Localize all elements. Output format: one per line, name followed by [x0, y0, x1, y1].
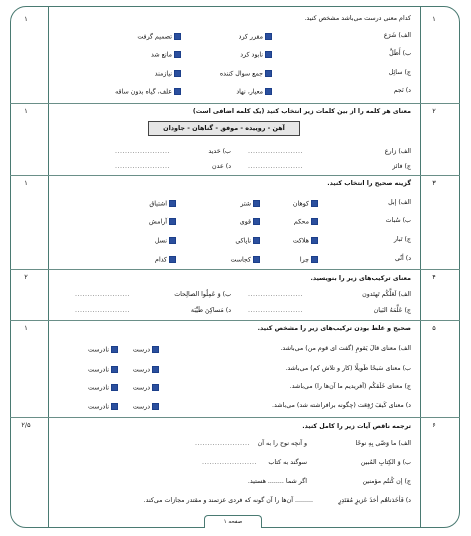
checkbox-icon: [152, 366, 159, 373]
option[interactable]: کدام: [155, 256, 176, 264]
score-column-divider: [48, 6, 49, 528]
option[interactable]: کوهان: [293, 200, 318, 208]
item-label: ب) وَ الکِتابِ المُبین: [360, 459, 411, 466]
question-number: ۴: [432, 273, 436, 281]
question-score: ۱: [24, 107, 28, 115]
question-title: معنای ترکیب‌های زیر را بنویسید.: [310, 275, 411, 282]
partial-translation: سوگند به کتاب: [268, 459, 307, 466]
item-label: ج) إن کُنتُم مؤمنین: [362, 478, 411, 485]
option[interactable]: کجاست: [231, 256, 260, 264]
item-label: د) مَساکِنَ طَیِّبَة: [190, 307, 231, 314]
answer-blank[interactable]: ......................: [75, 307, 131, 314]
option[interactable]: معیار، نهاد: [236, 88, 272, 96]
row-label: د) نَجم: [393, 87, 411, 94]
option-wrong[interactable]: نادرست: [88, 403, 118, 411]
partial-translation: و آنچه نوح را به آن: [257, 440, 307, 447]
page-number: صفحه ۱: [204, 515, 262, 528]
answer-blank[interactable]: ......................: [248, 163, 304, 170]
checkbox-icon: [265, 88, 272, 95]
statement: الف) معنای قالَ یَقومِ (گفت ای قوم من) می‌باشد.: [280, 345, 411, 352]
checkbox-icon: [152, 384, 159, 391]
checkbox-icon: [265, 51, 272, 58]
option[interactable]: نابود کرد: [240, 51, 272, 59]
question-score: ۱: [24, 179, 28, 187]
statement: د) معنای کَیفَ رُفِعَت (چگونه برافراشته شد) می‌باشد.: [271, 402, 411, 409]
answer-blank[interactable]: ......................: [248, 148, 304, 155]
item-label: ج) فائز: [392, 163, 411, 170]
question-title: معنای هر کلمه را از بین کلمات زیر انتخاب کنید (یک کلمه اضافی است): [192, 108, 411, 115]
answer-blank[interactable]: ......................: [115, 148, 171, 155]
option-correct[interactable]: درست: [133, 366, 159, 374]
answer-blank[interactable]: ......................: [195, 440, 251, 447]
option-correct[interactable]: درست: [133, 384, 159, 392]
checkbox-icon: [152, 403, 159, 410]
row-label: ج) سائِل: [388, 69, 411, 76]
checkbox-icon: [111, 366, 118, 373]
question-score: ۲: [24, 273, 28, 281]
item-label: الف) زارع: [384, 148, 411, 155]
option[interactable]: چرا: [300, 256, 318, 264]
checkbox-icon: [111, 403, 118, 410]
checkbox-icon: [169, 237, 176, 244]
checkbox-icon: [311, 200, 318, 207]
checkbox-icon: [253, 237, 260, 244]
answer-blank[interactable]: ......................: [202, 459, 258, 466]
statement: ب) معنای سَبحًا طَویلًا (کار و تلاش کم) می‌باشد.: [285, 365, 411, 372]
question-score: ۲/۵: [21, 421, 31, 429]
row-divider: [10, 320, 460, 321]
option[interactable]: نیازمند: [155, 70, 181, 78]
question-number: ۶: [432, 421, 436, 429]
question-score: ۱: [24, 324, 28, 332]
checkbox-icon: [253, 218, 260, 225]
option-wrong[interactable]: نادرست: [88, 366, 118, 374]
checkbox-icon: [253, 200, 260, 207]
item-label: د) فَأخَذناهُم أخذَ عَزیزٍ مُقتَدِرٍ: [338, 497, 411, 504]
checkbox-icon: [174, 33, 181, 40]
page-frame: [10, 6, 460, 528]
option[interactable]: آرامش: [149, 218, 176, 226]
option[interactable]: جمع سوال کننده: [220, 70, 272, 78]
option-correct[interactable]: درست: [133, 346, 159, 354]
item-label: الف) لَعَلَّکُم تَهتَدون: [362, 291, 411, 298]
partial-translation: اگر شما ........ هستید.: [247, 478, 307, 485]
number-column-divider: [420, 6, 421, 528]
item-label: د) عدن: [212, 163, 231, 170]
checkbox-icon: [311, 237, 318, 244]
question-number: ۱: [432, 15, 436, 23]
checkbox-icon: [311, 218, 318, 225]
option[interactable]: هلاکت: [293, 237, 318, 245]
option-correct[interactable]: درست: [133, 403, 159, 411]
checkbox-icon: [152, 346, 159, 353]
question-number: ۲: [432, 107, 436, 115]
checkbox-icon: [265, 33, 272, 40]
checkbox-icon: [169, 218, 176, 225]
checkbox-icon: [111, 346, 118, 353]
question-score: ۱: [24, 15, 28, 23]
checkbox-icon: [174, 88, 181, 95]
row-label: الف) إبل: [388, 199, 411, 206]
answer-blank[interactable]: ......................: [75, 291, 131, 298]
option[interactable]: اشتیاق: [149, 200, 176, 208]
option[interactable]: علف، گیاه بدون ساقه: [115, 88, 181, 96]
checkbox-icon: [174, 51, 181, 58]
checkbox-icon: [174, 70, 181, 77]
checkbox-icon: [169, 256, 176, 263]
option[interactable]: شتر: [240, 200, 260, 208]
answer-blank[interactable]: ......................: [115, 163, 171, 170]
partial-translation: ......... آن‌ها را آن گونه که فردی عزتمند و مقتدر مجازات می‌کند.: [143, 497, 313, 504]
checkbox-icon: [111, 384, 118, 391]
question-number: ۵: [432, 324, 436, 332]
item-label: الف) ما وَصّی بِهِ نوحًا: [355, 440, 411, 447]
row-label: ب) أَظَلَّ: [389, 50, 411, 57]
word-bank: آهن - روییده - موفق - گناهان - جاودان: [148, 121, 300, 136]
option-wrong[interactable]: نادرست: [88, 384, 118, 392]
option[interactable]: ناپاکی: [235, 237, 260, 245]
row-divider: [10, 103, 460, 104]
checkbox-icon: [169, 200, 176, 207]
checkbox-icon: [265, 70, 272, 77]
option[interactable]: تصمیم گرفت: [137, 33, 181, 41]
checkbox-icon: [253, 256, 260, 263]
question-title: گزینه صحیح را انتخاب کنید.: [327, 180, 411, 187]
row-label: ج) تَبار: [393, 236, 411, 243]
row-label: د) أنّی: [394, 255, 411, 262]
item-label: ج) عَلَّمَهُ البَیان: [373, 307, 411, 314]
option-wrong[interactable]: نادرست: [88, 346, 118, 354]
row-label: ب) سُبات: [385, 217, 411, 224]
statement: ج) معنای خَلَقکُم (آفریدیم ما آن‌ها را) می‌باشد.: [289, 383, 411, 390]
option[interactable]: قوی: [240, 218, 260, 226]
row-divider: [10, 175, 460, 176]
checkbox-icon: [311, 256, 318, 263]
option[interactable]: مقرر کرد: [239, 33, 272, 41]
answer-blank[interactable]: ......................: [248, 307, 304, 314]
option[interactable]: محکم: [294, 218, 318, 226]
row-divider: [10, 417, 460, 418]
question-title: کدام معنی درست می‌باشد مشخص کنید.: [304, 15, 411, 22]
row-divider: [10, 269, 460, 270]
option[interactable]: مانع شد: [151, 51, 181, 59]
question-number: ۳: [432, 179, 436, 187]
question-title: ترجمه ناقص آیات زیر را کامل کنید.: [302, 423, 411, 430]
item-label: ب) وَ عَمِلُوا الصالِحات: [174, 291, 231, 298]
row-label: الف) شَرَع: [383, 32, 411, 39]
item-label: ب) حَدید: [208, 148, 231, 155]
question-title: صحیح و غلط بودن ترکیب‌های زیر را مشخص کنید.: [257, 325, 411, 332]
option[interactable]: نسل: [155, 237, 176, 245]
answer-blank[interactable]: ......................: [248, 291, 304, 298]
